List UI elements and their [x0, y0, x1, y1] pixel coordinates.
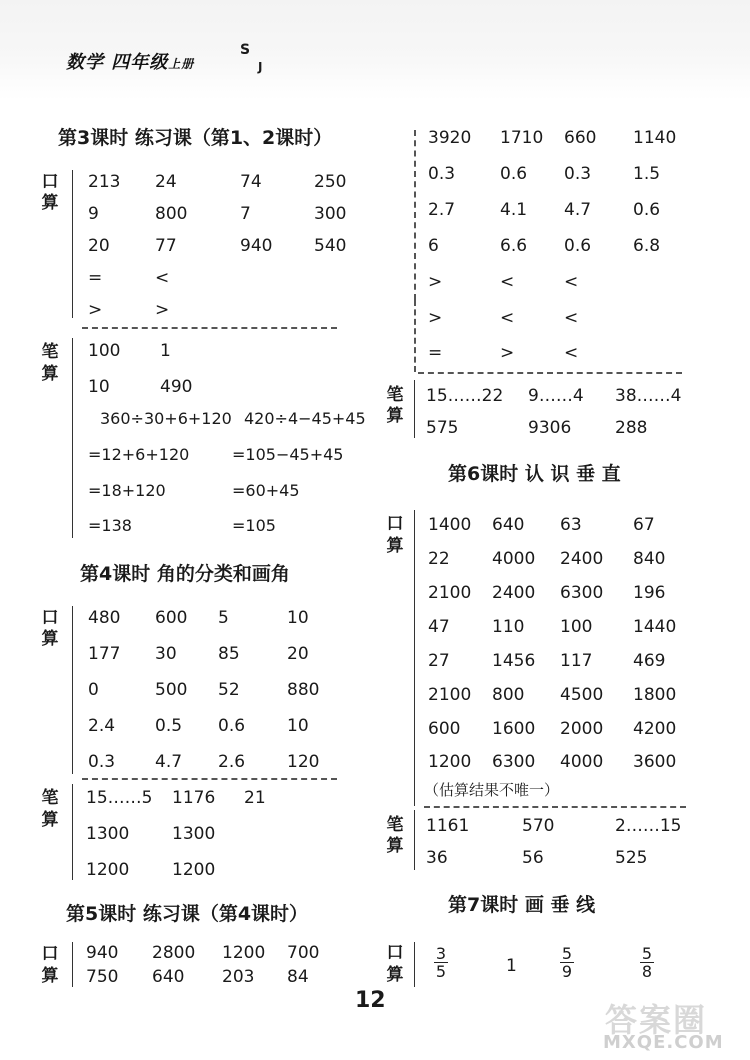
answer-cell: 9……4 [528, 386, 584, 406]
oral-label-suan: 算 [41, 629, 59, 649]
section-vline [414, 942, 415, 987]
section-divider [82, 778, 337, 780]
answer-cell: 1200 [222, 943, 266, 963]
answer-cell: 20 [88, 236, 110, 256]
answer-cell: 1400 [428, 515, 472, 535]
section-vline [414, 300, 416, 372]
answer-cell: 1600 [492, 719, 536, 739]
section-divider [418, 372, 682, 374]
answer-cell: 203 [222, 967, 255, 987]
fraction-numerator: 3 [435, 944, 447, 963]
answer-cell: 74 [240, 172, 262, 192]
answer-cell: > [428, 308, 443, 328]
answer-cell: 4000 [560, 752, 604, 772]
written-label-suan: 算 [41, 364, 59, 384]
answer-cell: 940 [240, 236, 273, 256]
header-volume: 上册 [168, 57, 195, 71]
answer-cell: 4.7 [564, 200, 592, 220]
answer-cell: 21 [244, 788, 266, 808]
calc-step: =105 [232, 516, 276, 535]
answer-cell: 600 [155, 608, 188, 628]
calc-step: =105−45+45 [232, 445, 344, 464]
answer-cell: 1140 [633, 128, 677, 148]
answer-cell: 1300 [86, 824, 130, 844]
estimate-note: （估算结果不唯一） [424, 781, 560, 799]
answer-cell: 1176 [172, 788, 216, 808]
answer-cell: 30 [155, 644, 177, 664]
answer-cell: 1300 [172, 824, 216, 844]
answer-cell: 84 [287, 967, 309, 987]
answer-cell: 2.4 [88, 716, 116, 736]
answer-cell: 1 [506, 956, 517, 976]
answer-cell: 100 [560, 617, 593, 637]
answer-cell: 4200 [633, 719, 677, 739]
calc-step: 420÷4−45+45 [244, 409, 366, 428]
calc-step: 360÷30+6+120 [100, 409, 232, 428]
section-vline [414, 510, 415, 806]
fraction-denominator: 8 [641, 962, 653, 981]
answer-cell: 640 [152, 967, 185, 987]
answer-cell: 20 [287, 644, 309, 664]
oral-label-suan: 算 [386, 536, 404, 556]
written-label-suan: 算 [41, 810, 59, 830]
answer-cell: 0.6 [633, 200, 661, 220]
answer-cell: 300 [314, 204, 347, 224]
answer-cell: 1200 [428, 752, 472, 772]
answer-cell: 1710 [500, 128, 544, 148]
section-vline [72, 784, 73, 880]
calc-step: =18+120 [88, 481, 166, 500]
answer-cell: 288 [615, 418, 648, 438]
calc-step: =138 [88, 516, 132, 535]
answer-cell: 500 [155, 680, 188, 700]
oral-label-kou: 口 [41, 608, 59, 628]
answer-cell: 10 [287, 716, 309, 736]
answer-cell: 2100 [428, 583, 472, 603]
answer-cell: 840 [633, 549, 666, 569]
answer-cell: 6300 [492, 752, 536, 772]
header-badge-j: J [258, 60, 263, 74]
answer-cell: 67 [633, 515, 655, 535]
column-divider [414, 130, 416, 300]
answer-cell: 0.3 [88, 752, 116, 772]
written-label-bi: 笔 [41, 342, 59, 362]
answer-cell: 117 [560, 651, 593, 671]
answer-cell: 15……22 [426, 386, 504, 406]
answer-cell: 1456 [492, 651, 536, 671]
answer-cell: 0.3 [564, 164, 592, 184]
answer-cell: 85 [218, 644, 240, 664]
answer-cell: 480 [88, 608, 121, 628]
answer-cell: 2000 [560, 719, 604, 739]
answer-cell: < [500, 272, 515, 292]
answer-cell: 110 [492, 617, 525, 637]
header-subject: 数学 [66, 52, 104, 73]
fraction-answer [640, 945, 654, 980]
answer-cell: > [155, 300, 170, 320]
answer-cell: 120 [287, 752, 320, 772]
fraction-numerator: 5 [561, 944, 573, 963]
answer-cell: 196 [633, 583, 666, 603]
answer-cell: 2400 [492, 583, 536, 603]
answer-cell: 0.6 [218, 716, 246, 736]
answer-cell: 4.7 [155, 752, 183, 772]
section-vline [72, 338, 73, 538]
answer-cell: 38……4 [615, 386, 682, 406]
answer-cell: 27 [428, 651, 450, 671]
watermark-url: MXQE.COM [603, 1032, 724, 1053]
answer-cell: 0.3 [428, 164, 456, 184]
answer-cell: 570 [522, 816, 555, 836]
watermark-logo: 答案圈 [605, 1001, 708, 1039]
answer-cell: 3920 [428, 128, 472, 148]
book-header [66, 48, 194, 74]
lesson-3-title: 第3课时 练习课（第1、2课时） [58, 127, 333, 149]
lesson-6-title: 第6课时 认 识 垂 直 [448, 463, 621, 485]
lesson-5-title: 第5课时 练习课（第4课时） [66, 903, 309, 925]
answer-cell: 213 [88, 172, 121, 192]
answer-cell: < [500, 308, 515, 328]
oral-label-kou: 口 [41, 944, 59, 964]
answer-cell: 800 [492, 685, 525, 705]
answer-cell: 0 [88, 680, 99, 700]
answer-cell: 2400 [560, 549, 604, 569]
answer-cell: 2.6 [218, 752, 246, 772]
fraction-numerator: 5 [641, 944, 653, 963]
answer-cell: 1161 [426, 816, 470, 836]
oral-label-kou: 口 [386, 514, 404, 534]
section-vline [72, 942, 73, 987]
section-vline [414, 380, 415, 438]
section-vline [414, 810, 415, 870]
answer-cell: > [88, 300, 103, 320]
lesson-4-title: 第4课时 角的分类和画角 [80, 563, 290, 585]
answer-cell: > [500, 343, 515, 363]
lesson-7-title: 第7课时 画 垂 线 [448, 894, 596, 916]
answer-cell: 5 [218, 608, 229, 628]
written-label-suan: 算 [386, 836, 404, 856]
fraction-denominator: 5 [435, 962, 447, 981]
answer-cell: 77 [155, 236, 177, 256]
fraction-answer [434, 945, 448, 980]
answer-cell: < [564, 272, 579, 292]
calc-step: =60+45 [232, 481, 300, 500]
answer-cell: 250 [314, 172, 347, 192]
answer-cell: 6 [428, 236, 439, 256]
answer-cell: 490 [160, 377, 193, 397]
answer-cell: 24 [155, 172, 177, 192]
answer-cell: 1.5 [633, 164, 661, 184]
calc-step: =12+6+120 [88, 445, 190, 464]
written-label-bi: 笔 [41, 788, 59, 808]
answer-cell: 1800 [633, 685, 677, 705]
answer-cell: 880 [287, 680, 320, 700]
section-divider [82, 327, 337, 329]
answer-cell: 660 [564, 128, 597, 148]
answer-cell: 10 [88, 377, 110, 397]
oral-label-suan: 算 [386, 965, 404, 985]
answer-cell: 1200 [172, 860, 216, 880]
page-number: 12 [355, 988, 386, 1013]
answer-cell: > [428, 272, 443, 292]
answer-cell: 9306 [528, 418, 572, 438]
answer-cell: 47 [428, 617, 450, 637]
answer-cell: 1440 [633, 617, 677, 637]
answer-cell: 600 [428, 719, 461, 739]
header-grade: 四年级 [111, 52, 169, 73]
answer-cell: 640 [492, 515, 525, 535]
header-badge-s: S [240, 42, 251, 58]
answer-cell: 3600 [633, 752, 677, 772]
oral-label-kou: 口 [41, 172, 59, 192]
answer-cell: 575 [426, 418, 459, 438]
answer-cell: 56 [522, 848, 544, 868]
section-vline [72, 606, 73, 774]
answer-cell: 52 [218, 680, 240, 700]
answer-cell: 525 [615, 848, 648, 868]
fraction-denominator: 9 [561, 962, 573, 981]
answer-cell: 2800 [152, 943, 196, 963]
section-vline [72, 170, 73, 318]
answer-cell: 10 [287, 608, 309, 628]
written-label-bi: 笔 [386, 385, 404, 405]
answer-cell: < [564, 343, 579, 363]
answer-cell: 4000 [492, 549, 536, 569]
answer-cell: = [88, 268, 103, 288]
oral-label-suan: 算 [41, 193, 59, 213]
answer-cell: 6.8 [633, 236, 661, 256]
answer-cell: 469 [633, 651, 666, 671]
answer-cell: 0.6 [500, 164, 528, 184]
fraction-answer [560, 945, 574, 980]
answer-cell: 940 [86, 943, 119, 963]
answer-cell: 2.7 [428, 200, 456, 220]
answer-cell: 1 [160, 341, 171, 361]
answer-cell: 7 [240, 204, 251, 224]
oral-label-kou: 口 [386, 943, 404, 963]
answer-cell: 1200 [86, 860, 130, 880]
answer-cell: < [564, 308, 579, 328]
oral-label-suan: 算 [41, 966, 59, 986]
answer-cell: 6300 [560, 583, 604, 603]
section-divider [424, 806, 686, 808]
answer-cell: = [428, 343, 443, 363]
answer-cell: 0.5 [155, 716, 183, 736]
answer-cell: < [155, 268, 170, 288]
answer-cell: 6.6 [500, 236, 528, 256]
answer-cell: 36 [426, 848, 448, 868]
answer-cell: 0.6 [564, 236, 592, 256]
answer-cell: 540 [314, 236, 347, 256]
answer-cell: 100 [88, 341, 121, 361]
written-label-bi: 笔 [386, 815, 404, 835]
answer-cell: 800 [155, 204, 188, 224]
answer-cell: 22 [428, 549, 450, 569]
answer-cell: 2……15 [615, 816, 682, 836]
answer-cell: 2100 [428, 685, 472, 705]
answer-cell: 4500 [560, 685, 604, 705]
written-label-suan: 算 [386, 406, 404, 426]
answer-cell: 750 [86, 967, 119, 987]
answer-cell: 15……5 [86, 788, 153, 808]
answer-cell: 4.1 [500, 200, 528, 220]
answer-cell: 9 [88, 204, 99, 224]
answer-cell: 63 [560, 515, 582, 535]
answer-cell: 700 [287, 943, 320, 963]
answer-cell: 177 [88, 644, 121, 664]
